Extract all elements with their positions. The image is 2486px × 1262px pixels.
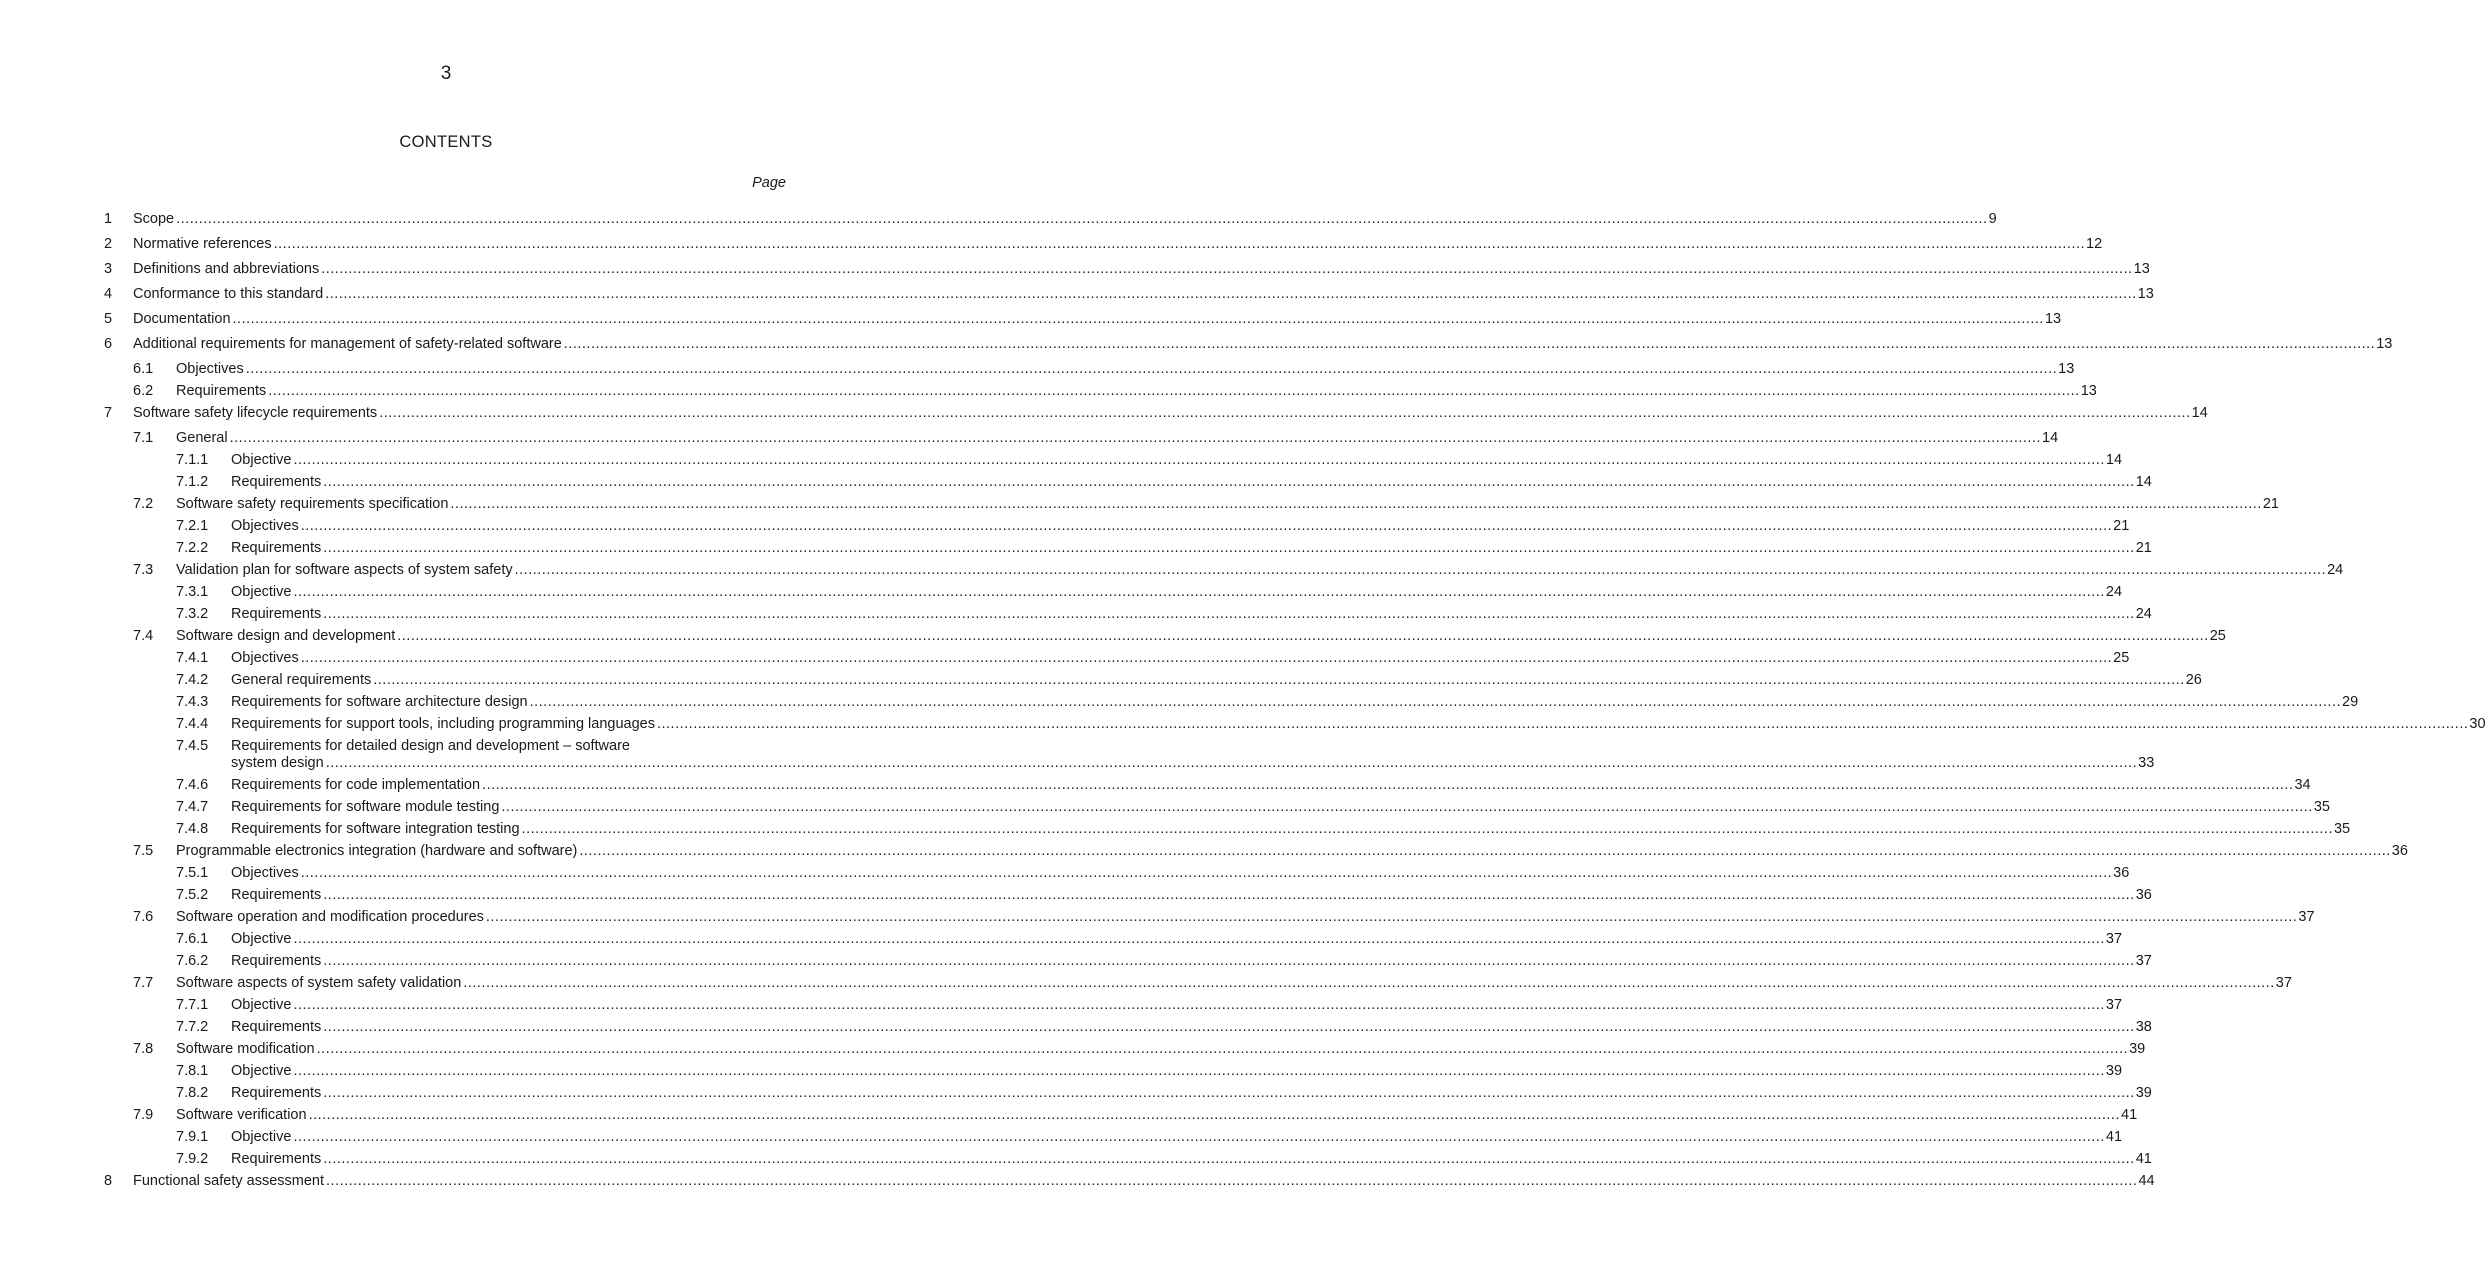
dot-leader: ................................................................................................................................................................................................................................................................................................................................................................................................................: [300, 865, 2113, 881]
toc-entry-body: [133, 1173, 2155, 1190]
toc-entry-body: [176, 361, 2075, 378]
toc-entry-page: 24: [2105, 584, 2123, 600]
toc-entry-title: Conformance to this standard: [133, 286, 324, 302]
toc-entry-page: 41: [2135, 1151, 2152, 1167]
toc-entry-body: [231, 887, 2152, 904]
dot-leader: ................................................................................................................................................................................................................................................................................................................................................................................................................: [463, 975, 2275, 991]
toc-entry-page: 41: [2121, 1107, 2138, 1123]
toc-entry-body: [176, 975, 2292, 992]
toc-entry-page: 39: [2105, 1063, 2123, 1079]
toc-entry-page: 14: [2042, 430, 2059, 446]
toc-entry-body: [133, 286, 2154, 303]
dot-leader: ................................................................................................................................................................................................................................................................................................................................................................................................................: [373, 672, 2185, 688]
toc-entry[interactable]: [0, 1107, 2138, 1124]
toc-entry-body: [231, 1085, 2152, 1102]
toc-entry-body: [231, 1151, 2152, 1168]
toc-entry-body: [231, 584, 2123, 601]
toc-entry-number: 7: [104, 405, 113, 421]
toc-entry-number: 7.3.1: [176, 584, 209, 600]
toc-entry-page: 13: [2044, 311, 2062, 327]
toc-entry-page: 37: [2298, 909, 2315, 925]
toc-entry-body: [176, 562, 2344, 579]
toc-entry-number: 7.1.1: [176, 452, 209, 468]
toc-entry-number: 7.4: [133, 628, 154, 644]
toc-entry[interactable]: [0, 361, 2075, 378]
toc-entry-page: 37: [2275, 975, 2292, 991]
toc-entry-page: 13: [2058, 361, 2075, 377]
toc-entry[interactable]: [0, 430, 2059, 447]
toc-entry[interactable]: [0, 1063, 2123, 1080]
toc-entry-title: Functional safety assessment: [133, 1173, 325, 1189]
toc-entry[interactable]: [0, 1173, 2155, 1190]
dot-leader: ................................................................................................................................................................................................................................................................................................................................................................................................................: [308, 1107, 2120, 1123]
dot-leader: ................................................................................................................................................................................................................................................................................................................................................................................................................: [379, 405, 2191, 421]
toc-entry[interactable]: [0, 975, 2292, 992]
toc-entry[interactable]: [0, 540, 2152, 557]
dot-leader: ................................................................................................................................................................................................................................................................................................................................................................................................................: [293, 997, 2105, 1013]
toc-entry-body: [133, 211, 1997, 228]
dot-leader: ................................................................................................................................................................................................................................................................................................................................................................................................................: [656, 716, 2469, 732]
toc-entry-page: 41: [2105, 1129, 2123, 1145]
toc-entry[interactable]: [0, 650, 2130, 667]
toc-entry[interactable]: [0, 738, 2155, 772]
toc-entry-page: 14: [2191, 405, 2208, 421]
toc-entry-title: Validation plan for software aspects of system safety: [176, 562, 513, 578]
toc-entry-title: Software operation and modification procedures: [176, 909, 484, 925]
dot-leader: ................................................................................................................................................................................................................................................................................................................................................................................................................: [501, 799, 2313, 815]
toc-entry-body: [231, 953, 2152, 970]
toc-entry-number: 7.8.2: [176, 1085, 209, 1101]
dot-leader: ................................................................................................................................................................................................................................................................................................................................................................................................................: [293, 452, 2105, 468]
toc-entry-page: 36: [2113, 865, 2130, 881]
toc-entry-page: 14: [2105, 452, 2123, 468]
toc-entry-title: General: [176, 430, 228, 446]
toc-entry[interactable]: [0, 1085, 2152, 1102]
toc-entry-body: [231, 650, 2130, 667]
toc-entry-number: 7.1: [133, 430, 154, 446]
toc-entry-body: [231, 540, 2152, 557]
toc-entry[interactable]: [0, 474, 2152, 491]
dot-leader: ................................................................................................................................................................................................................................................................................................................................................................................................................: [323, 1085, 2135, 1101]
toc-entry[interactable]: [0, 606, 2152, 623]
toc-entry-body: [176, 430, 2059, 447]
toc-entry[interactable]: [0, 405, 2208, 422]
toc-entry[interactable]: [0, 336, 2393, 353]
dot-leader: ................................................................................................................................................................................................................................................................................................................................................................................................................: [323, 1019, 2135, 1035]
toc-entry-body: [176, 843, 2408, 860]
toc-entry-title: Requirements for support tools, including programming languages: [231, 716, 655, 732]
toc-entry-number: 7.8: [133, 1041, 154, 1057]
toc-entry-page: 29: [2342, 694, 2359, 710]
toc-entry-body: [231, 821, 2351, 838]
toc-entry-title: Requirements for software module testing: [231, 799, 500, 815]
dot-leader: ................................................................................................................................................................................................................................................................................................................................................................................................................: [300, 650, 2113, 666]
toc-entry-page: 35: [2313, 799, 2330, 815]
toc-entry-number: 7.4.5: [176, 738, 209, 754]
toc-entry-title: Definitions and abbreviations: [133, 261, 320, 277]
toc-entry-body: [231, 672, 2202, 689]
toc-entry-body: [133, 311, 2062, 328]
toc-entry[interactable]: [0, 843, 2408, 860]
toc-entry[interactable]: [0, 584, 2123, 601]
toc-entry-number: 7.4.4: [176, 716, 209, 732]
dot-leader: ................................................................................................................................................................................................................................................................................................................................................................................................................: [323, 1151, 2135, 1167]
toc-entry-title: General requirements: [231, 672, 372, 688]
toc-entry-body: [231, 1019, 2152, 1036]
toc-entry-number: 5: [104, 311, 113, 327]
toc-entry-title: Requirements: [231, 1151, 322, 1167]
toc-entry-number: 7.2: [133, 496, 154, 512]
toc-entry-page: 13: [2080, 383, 2097, 399]
toc-entry-body: [231, 931, 2123, 948]
toc-entry-title: Requirements: [231, 887, 322, 903]
dot-leader: ................................................................................................................................................................................................................................................................................................................................................................................................................: [563, 336, 2376, 352]
dot-leader: ................................................................................................................................................................................................................................................................................................................................................................................................................: [316, 1041, 2129, 1057]
toc-entry-number: 7.5.1: [176, 865, 209, 881]
toc-entry-page: 38: [2135, 1019, 2152, 1035]
toc-entry-title: Requirements for software architecture design: [231, 694, 528, 710]
toc-entry-page: 12: [2086, 236, 2103, 252]
toc-entry-page: 36: [2391, 843, 2408, 859]
toc-entry-number: 7.3: [133, 562, 154, 578]
toc-entry-number: 4: [104, 286, 113, 302]
toc-entry-title: Programmable electronics integration (hardware and software): [176, 843, 578, 859]
dot-leader: ................................................................................................................................................................................................................................................................................................................................................................................................................: [450, 496, 2262, 512]
toc-entry-title: Requirements: [231, 540, 322, 556]
toc-entry-body: [231, 452, 2123, 469]
dot-leader: ................................................................................................................................................................................................................................................................................................................................................................................................................: [325, 286, 2137, 302]
toc-entry-page: 25: [2209, 628, 2226, 644]
dot-leader: ................................................................................................................................................................................................................................................................................................................................................................................................................: [323, 887, 2135, 903]
toc-entry[interactable]: [0, 821, 2351, 838]
toc-entry-page: 36: [2135, 887, 2152, 903]
toc-entry-title: Requirements: [231, 1019, 322, 1035]
dot-leader: ................................................................................................................................................................................................................................................................................................................................................................................................................: [268, 383, 2080, 399]
toc-entry-title: system design: [231, 755, 324, 771]
toc-entry-number: 7.6: [133, 909, 154, 925]
toc-entry-number: 7.6.1: [176, 931, 209, 947]
toc-entry-title: Normative references: [133, 236, 272, 252]
toc-entry-title: Requirements: [231, 474, 322, 490]
toc-entry-title: Requirements: [231, 1085, 322, 1101]
toc-entry-page: 21: [2262, 496, 2279, 512]
toc-entry-body: [231, 518, 2130, 535]
toc-entry-body: [231, 606, 2152, 623]
dot-leader: ................................................................................................................................................................................................................................................................................................................................................................................................................: [293, 584, 2105, 600]
contents-heading: CONTENTS: [399, 133, 493, 151]
toc-entry[interactable]: [0, 1151, 2152, 1168]
toc-entry-body: [231, 716, 2486, 733]
toc-entry-body: [231, 1129, 2123, 1146]
toc-entry-page: 14: [2135, 474, 2152, 490]
dot-leader: ................................................................................................................................................................................................................................................................................................................................................................................................................: [323, 540, 2135, 556]
toc-entry-number: 7.2.1: [176, 518, 209, 534]
toc-entry-title: Requirements for code implementation: [231, 777, 481, 793]
toc-entry-title: Documentation: [133, 311, 231, 327]
toc-entry-number: 7.7: [133, 975, 154, 991]
toc-entry[interactable]: [0, 997, 2123, 1014]
toc-entry-number: 7.9: [133, 1107, 154, 1123]
toc-entry-title: Objectives: [231, 650, 299, 666]
dot-leader: ................................................................................................................................................................................................................................................................................................................................................................................................................: [323, 953, 2135, 969]
dot-leader: ................................................................................................................................................................................................................................................................................................................................................................................................................: [229, 430, 2042, 446]
toc-entry-number: 6: [104, 336, 113, 352]
toc-entry[interactable]: [0, 518, 2130, 535]
toc-entry-number: 7.5: [133, 843, 154, 859]
toc-entry-body: [133, 336, 2393, 353]
dot-leader: ................................................................................................................................................................................................................................................................................................................................................................................................................: [293, 1129, 2105, 1145]
toc-entry[interactable]: [0, 799, 2330, 816]
toc-entry[interactable]: [0, 1129, 2123, 1146]
dot-leader: ................................................................................................................................................................................................................................................................................................................................................................................................................: [245, 361, 2058, 377]
toc-entry-number: 8: [104, 1173, 113, 1189]
toc-entry-number: 7.9.1: [176, 1129, 209, 1145]
toc-entry-number: 7.1.2: [176, 474, 209, 490]
dot-leader: ................................................................................................................................................................................................................................................................................................................................................................................................................: [514, 562, 2327, 578]
toc-entry-body: [176, 1041, 2146, 1058]
toc-entry-title: Objective: [231, 931, 292, 947]
toc-entry-number: 1: [104, 211, 113, 227]
toc-entry-page: 35: [2333, 821, 2351, 837]
toc-entry-page: 33: [2138, 755, 2155, 771]
toc-entry-number: 7.4.3: [176, 694, 209, 710]
toc-entry[interactable]: [0, 909, 2315, 926]
toc-entry-number: 7.8.1: [176, 1063, 209, 1079]
toc-entry[interactable]: [0, 236, 2103, 253]
toc-entry[interactable]: [0, 887, 2152, 904]
toc-entry-body: [231, 1063, 2123, 1080]
toc-entry[interactable]: [0, 1019, 2152, 1036]
toc-entry[interactable]: [0, 311, 2062, 328]
toc-entry-number: 7.7.2: [176, 1019, 209, 1035]
toc-entry[interactable]: [0, 496, 2279, 513]
toc-entry-number: 7.9.2: [176, 1151, 209, 1167]
toc-entry-page: 37: [2105, 997, 2123, 1013]
toc-entry-page: 37: [2105, 931, 2123, 947]
toc-entry-page: 9: [1988, 211, 1997, 227]
toc-entry-title: Requirements: [231, 953, 322, 969]
toc-entry-body: [231, 694, 2359, 711]
toc-entry-title: Additional requirements for management of safety-related software: [133, 336, 562, 352]
dot-leader: ................................................................................................................................................................................................................................................................................................................................................................................................................: [579, 843, 2391, 859]
dot-leader: ................................................................................................................................................................................................................................................................................................................................................................................................................: [323, 606, 2135, 622]
toc-entry-body: [231, 738, 2155, 772]
toc-entry-number: 7.4.1: [176, 650, 209, 666]
dot-leader: ................................................................................................................................................................................................................................................................................................................................................................................................................: [529, 694, 2342, 710]
toc-entry-number: 7.4.6: [176, 777, 209, 793]
toc-entry-title-line: Requirements for detailed design and development – software: [231, 738, 630, 754]
toc-entry-page: 24: [2327, 562, 2344, 578]
dot-leader: ................................................................................................................................................................................................................................................................................................................................................................................................................: [326, 1173, 2138, 1189]
toc-entry-title: Software aspects of system safety validation: [176, 975, 462, 991]
toc-entry[interactable]: [0, 452, 2123, 469]
toc-entry-body: [176, 909, 2315, 926]
toc-entry-body: [176, 383, 2097, 400]
toc-entry-page: 34: [2294, 777, 2311, 793]
dot-leader: ................................................................................................................................................................................................................................................................................................................................................................................................................: [321, 261, 2133, 277]
toc-entry-title: Objective: [231, 452, 292, 468]
dot-leader: ................................................................................................................................................................................................................................................................................................................................................................................................................: [482, 777, 2294, 793]
toc-entry-body: [176, 496, 2279, 513]
toc-entry-number: 6.1: [133, 361, 154, 377]
toc-entry-page: 39: [2135, 1085, 2152, 1101]
toc-entry-page: 21: [2135, 540, 2152, 556]
page-column-label: Page: [752, 175, 786, 191]
toc-entry-number: 3: [104, 261, 113, 277]
dot-leader: ................................................................................................................................................................................................................................................................................................................................................................................................................: [293, 931, 2105, 947]
toc-entry[interactable]: [0, 716, 2486, 733]
toc-entry[interactable]: [0, 383, 2097, 400]
toc-entry-number: 7.6.2: [176, 953, 209, 969]
dot-leader: ................................................................................................................................................................................................................................................................................................................................................................................................................: [485, 909, 2298, 925]
toc-entry-page: 24: [2135, 606, 2152, 622]
toc-entry-title: Scope: [133, 211, 175, 227]
toc-entry-title: Objective: [231, 1063, 292, 1079]
toc-entry-page: 13: [2376, 336, 2393, 352]
toc-entry-body: [176, 628, 2226, 645]
toc-entry-body: [176, 1107, 2138, 1124]
toc-entry-number: 2: [104, 236, 113, 252]
toc-entry-body: [133, 236, 2103, 253]
toc-entry-title: Objective: [231, 1129, 292, 1145]
toc-entry[interactable]: [0, 777, 2311, 794]
toc-entry-body: [231, 777, 2311, 794]
toc-entry-number: 7.5.2: [176, 887, 209, 903]
toc-entry-number: 7.7.1: [176, 997, 209, 1013]
toc-entry[interactable]: [0, 694, 2359, 711]
dot-leader: ................................................................................................................................................................................................................................................................................................................................................................................................................: [397, 628, 2209, 644]
toc-entry-title: Requirements: [176, 383, 267, 399]
toc-entry-page: 30: [2469, 716, 2486, 732]
dot-leader: ................................................................................................................................................................................................................................................................................................................................................................................................................: [176, 211, 1988, 227]
toc-entry-number: 7.4.8: [176, 821, 209, 837]
toc-entry-title: Objectives: [176, 361, 244, 377]
toc-entry[interactable]: [0, 953, 2152, 970]
toc-entry-title: Software verification: [176, 1107, 307, 1123]
toc-entry-page: 39: [2129, 1041, 2146, 1057]
toc-entry-title: Objective: [231, 584, 292, 600]
dot-leader: ................................................................................................................................................................................................................................................................................................................................................................................................................: [273, 236, 2086, 252]
toc-entry-body: [231, 474, 2152, 491]
dot-leader: ................................................................................................................................................................................................................................................................................................................................................................................................................: [232, 311, 2044, 327]
toc-entry-page: 13: [2133, 261, 2150, 277]
dot-leader: ................................................................................................................................................................................................................................................................................................................................................................................................................: [323, 474, 2135, 490]
toc-entry-number: 7.3.2: [176, 606, 209, 622]
toc-entry-page: 44: [2138, 1173, 2155, 1189]
toc-entry-body: [133, 261, 2150, 278]
toc-entry-number: 7.2.2: [176, 540, 209, 556]
toc-entry[interactable]: [0, 261, 2150, 278]
toc-entry[interactable]: [0, 211, 1997, 228]
toc-entry[interactable]: [0, 672, 2202, 689]
toc-entry-number: 6.2: [133, 383, 154, 399]
table-of-contents: [0, 211, 2486, 1190]
toc-entry[interactable]: [0, 865, 2130, 882]
toc-entry-title: Software safety lifecycle requirements: [133, 405, 378, 421]
toc-entry-number: 7.4.2: [176, 672, 209, 688]
toc-entry-title: Software safety requirements specification: [176, 496, 449, 512]
dot-leader: ................................................................................................................................................................................................................................................................................................................................................................................................................: [325, 755, 2138, 771]
toc-entry[interactable]: [0, 1041, 2146, 1058]
toc-entry-page: 21: [2113, 518, 2130, 534]
toc-entry-title: Software design and development: [176, 628, 396, 644]
toc-entry-page: 25: [2113, 650, 2130, 666]
toc-entry-number: 7.4.7: [176, 799, 209, 815]
toc-entry-body: [133, 405, 2208, 422]
toc-entry-body: [231, 799, 2330, 816]
page-number: 3: [440, 63, 452, 84]
dot-leader: ................................................................................................................................................................................................................................................................................................................................................................................................................: [521, 821, 2333, 837]
dot-leader: ................................................................................................................................................................................................................................................................................................................................................................................................................: [293, 1063, 2105, 1079]
toc-entry-title: Objectives: [231, 518, 299, 534]
toc-entry-page: 26: [2185, 672, 2202, 688]
dot-leader: ................................................................................................................................................................................................................................................................................................................................................................................................................: [300, 518, 2113, 534]
toc-entry[interactable]: [0, 286, 2154, 303]
toc-entry[interactable]: [0, 931, 2123, 948]
toc-entry-body: [231, 865, 2130, 882]
toc-entry-body: [231, 997, 2123, 1014]
toc-entry-page: 13: [2137, 286, 2154, 302]
toc-entry[interactable]: [0, 628, 2226, 645]
toc-entry[interactable]: [0, 562, 2344, 579]
toc-entry-title: Objectives: [231, 865, 299, 881]
toc-entry-title: Requirements for software integration testing: [231, 821, 520, 837]
toc-entry-title: Software modification: [176, 1041, 315, 1057]
toc-entry-title: Objective: [231, 997, 292, 1013]
toc-entry-title: Requirements: [231, 606, 322, 622]
toc-entry-page: 37: [2135, 953, 2152, 969]
